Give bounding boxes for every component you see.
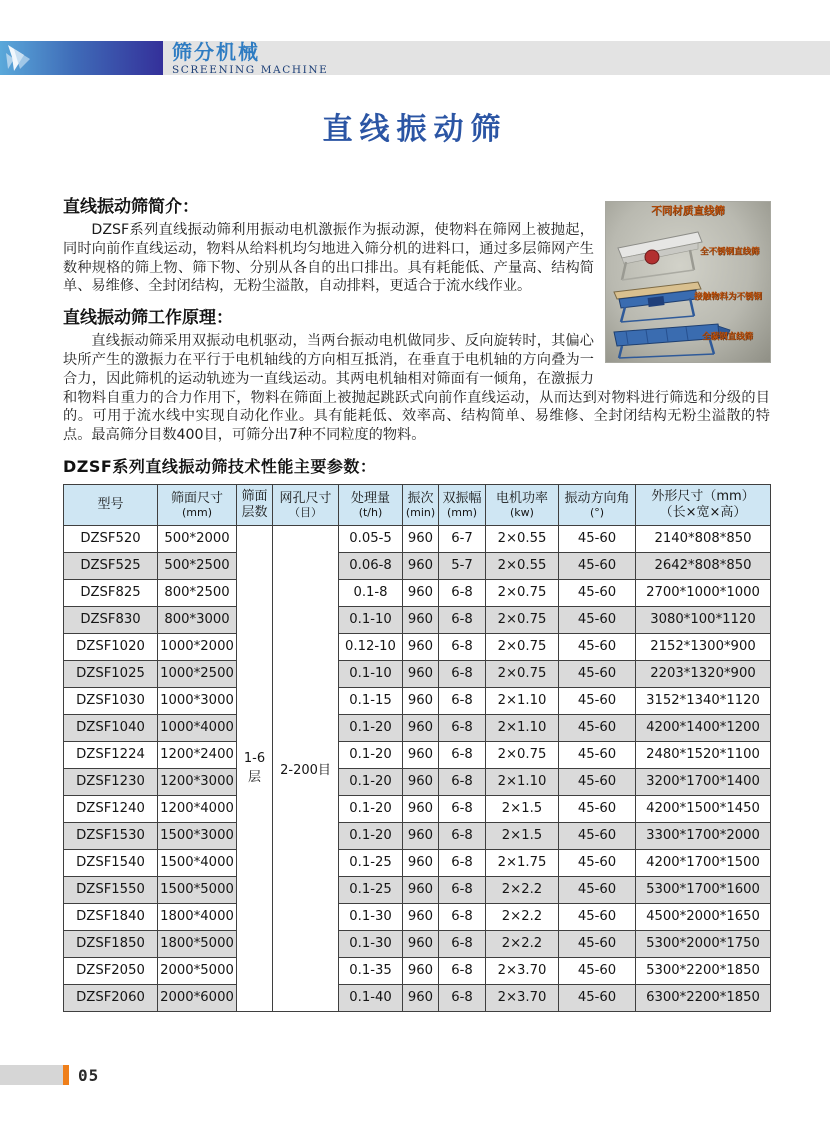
photo-caption-top: 不同材质直线筛 [651, 205, 725, 217]
table-row [64, 957, 771, 984]
table-cell: 2×0.75 [486, 579, 559, 606]
table-cell: 2×2.2 [486, 876, 559, 903]
table-cell: 960 [403, 957, 439, 984]
spec-table-header-row [64, 484, 771, 525]
table-cell: 6-8 [439, 606, 486, 633]
merged-cell-mesh: 2-200目 [273, 525, 339, 1011]
table-cell: 45-60 [559, 552, 636, 579]
table-cell: 1800*4000 [158, 903, 237, 930]
photo-caption-stainless: 全不锈钢直线筛 [700, 247, 760, 257]
table-row [64, 579, 771, 606]
table-cell: 45-60 [559, 741, 636, 768]
table-cell: 0.1-35 [339, 957, 403, 984]
table-cell: 960 [403, 795, 439, 822]
table-cell: DZSF1550 [64, 876, 158, 903]
merged-cell-layers: 1-6层 [237, 525, 273, 1011]
table-cell: 45-60 [559, 525, 636, 552]
table-cell: 0.1-10 [339, 660, 403, 687]
table-row [64, 660, 771, 687]
table-cell: 0.1-25 [339, 849, 403, 876]
table-cell: 3300*1700*2000 [636, 822, 771, 849]
table-cell: 0.1-20 [339, 822, 403, 849]
table-cell: 6-8 [439, 714, 486, 741]
spec-table-head [64, 484, 771, 525]
footer-gray-bar [0, 1065, 63, 1085]
table-cell: 2×1.5 [486, 795, 559, 822]
table-cell: 2700*1000*1000 [636, 579, 771, 606]
table-row [64, 633, 771, 660]
photo-caption-contact: 接触物料为不锈钢 [694, 292, 763, 302]
table-cell: 2642*808*850 [636, 552, 771, 579]
table-cell: 4200*1500*1450 [636, 795, 771, 822]
table-cell: 2×1.10 [486, 768, 559, 795]
table-cell: 45-60 [559, 876, 636, 903]
table-row [64, 741, 771, 768]
table-cell: 960 [403, 579, 439, 606]
table-row [64, 606, 771, 633]
intro-paragraph: DZSF系列直线振动筛利用振动电机激振作为振动源，使物料在筛网上被抛起，同时向前作直线运动，物料从给料机均匀地进入筛分机的进料口，通过多层筛网产生数种规格的筛上物、筛下物、分别从各自的出口排出。具有耗能低、产量高、结构简单、易维修、全封闭结构，无粉尘溢散，自动排料，更适合于流水线作业。 [63, 222, 594, 295]
table-cell: 960 [403, 876, 439, 903]
table-cell: 1500*3000 [158, 822, 237, 849]
table-cell: 3200*1700*1400 [636, 768, 771, 795]
column-header: 处理量 (t/h) [339, 484, 403, 525]
table-cell: 6-8 [439, 579, 486, 606]
table-row [64, 768, 771, 795]
table-cell: 1200*4000 [158, 795, 237, 822]
table-cell: DZSF525 [64, 552, 158, 579]
table-row [64, 849, 771, 876]
table-cell: DZSF830 [64, 606, 158, 633]
table-cell: 0.05-5 [339, 525, 403, 552]
table-cell: 1000*2500 [158, 660, 237, 687]
table-cell: 0.1-10 [339, 606, 403, 633]
table-cell: 2×0.75 [486, 660, 559, 687]
table-cell: 500*2500 [158, 552, 237, 579]
table-cell: 45-60 [559, 822, 636, 849]
table-cell: 6-8 [439, 930, 486, 957]
table-cell: DZSF1230 [64, 768, 158, 795]
table-cell: 0.1-30 [339, 903, 403, 930]
table-cell: 500*2000 [158, 525, 237, 552]
table-cell: 960 [403, 660, 439, 687]
page-title: 直线振动筛 [322, 112, 508, 147]
column-header: 双振幅 (mm) [439, 484, 486, 525]
table-cell: 0.1-20 [339, 795, 403, 822]
table-cell: DZSF1224 [64, 741, 158, 768]
table-cell: DZSF2050 [64, 957, 158, 984]
table-cell: 5300*1700*1600 [636, 876, 771, 903]
table-cell: 0.1-40 [339, 984, 403, 1011]
table-cell: 0.1-15 [339, 687, 403, 714]
table-cell: DZSF1530 [64, 822, 158, 849]
table-cell: 0.12-10 [339, 633, 403, 660]
table-cell: 5300*2200*1850 [636, 957, 771, 984]
table-row [64, 903, 771, 930]
table-row [64, 795, 771, 822]
table-row [64, 687, 771, 714]
table-cell: 2480*1520*1100 [636, 741, 771, 768]
table-cell: 2×0.75 [486, 633, 559, 660]
table-cell: DZSF825 [64, 579, 158, 606]
table-cell: 6-8 [439, 876, 486, 903]
table-cell: 6-8 [439, 633, 486, 660]
table-row [64, 876, 771, 903]
table-cell: 1500*5000 [158, 876, 237, 903]
photo-caption-carbon: 全碳钢直线筛 [702, 332, 754, 342]
table-cell: 1000*2000 [158, 633, 237, 660]
header-band [0, 41, 830, 75]
table-cell: 45-60 [559, 849, 636, 876]
brand-logo-icon [4, 43, 44, 73]
table-cell: 2×1.75 [486, 849, 559, 876]
table-cell: 2×0.75 [486, 741, 559, 768]
table-cell: 5300*2000*1750 [636, 930, 771, 957]
table-cell: 3152*1340*1120 [636, 687, 771, 714]
spec-table-heading: DZSF系列直线振动筛技术性能主要参数： [63, 456, 377, 476]
table-cell: DZSF2060 [64, 984, 158, 1011]
table-cell: 960 [403, 849, 439, 876]
table-cell: DZSF1030 [64, 687, 158, 714]
table-cell: 6-8 [439, 768, 486, 795]
column-header: 振次 (min) [403, 484, 439, 525]
table-cell: 2×2.2 [486, 903, 559, 930]
main-content [63, 192, 770, 1012]
table-cell: DZSF1040 [64, 714, 158, 741]
table-cell: 6-7 [439, 525, 486, 552]
table-cell: 2×3.70 [486, 957, 559, 984]
table-cell: 45-60 [559, 714, 636, 741]
brand-block [172, 42, 328, 76]
footer-orange-marker [63, 1065, 69, 1085]
table-cell: 45-60 [559, 687, 636, 714]
table-cell: DZSF1025 [64, 660, 158, 687]
table-cell: 0.1-8 [339, 579, 403, 606]
table-cell: 800*2500 [158, 579, 237, 606]
table-cell: 2152*1300*900 [636, 633, 771, 660]
table-cell: DZSF1850 [64, 930, 158, 957]
table-cell: 6-8 [439, 741, 486, 768]
brand-gradient-bar [0, 41, 163, 75]
table-cell: 45-60 [559, 903, 636, 930]
table-cell: 960 [403, 903, 439, 930]
principle-heading: 直线振动筛工作原理： [63, 308, 233, 329]
table-row [64, 525, 771, 552]
column-header: 电机功率 (kw) [486, 484, 559, 525]
column-header: 筛面尺寸 (mm) [158, 484, 237, 525]
table-cell: 960 [403, 606, 439, 633]
table-cell: 2000*5000 [158, 957, 237, 984]
table-cell: 6-8 [439, 984, 486, 1011]
column-header: 型号 [64, 484, 158, 525]
table-cell: DZSF1540 [64, 849, 158, 876]
table-cell: DZSF1020 [64, 633, 158, 660]
table-cell: 1800*5000 [158, 930, 237, 957]
column-header: 外形尺寸（mm） （长×宽×高） [636, 484, 771, 525]
table-cell: 4500*2000*1650 [636, 903, 771, 930]
table-cell: 960 [403, 768, 439, 795]
table-row [64, 930, 771, 957]
table-cell: 6-8 [439, 660, 486, 687]
table-cell: 45-60 [559, 795, 636, 822]
table-row [64, 822, 771, 849]
table-cell: 1500*4000 [158, 849, 237, 876]
table-cell: 960 [403, 822, 439, 849]
table-cell: 960 [403, 741, 439, 768]
table-cell: 45-60 [559, 633, 636, 660]
page-number: 05 [78, 1066, 100, 1085]
table-row [64, 552, 771, 579]
table-row [64, 984, 771, 1011]
table-cell: 1200*2400 [158, 741, 237, 768]
table-cell: 6-8 [439, 687, 486, 714]
table-cell: DZSF520 [64, 525, 158, 552]
table-cell: 2×1.5 [486, 822, 559, 849]
table-cell: 800*3000 [158, 606, 237, 633]
table-cell: 5-7 [439, 552, 486, 579]
column-header: 筛面 层数 [237, 484, 273, 525]
table-row [64, 714, 771, 741]
intro-heading: 直线振动筛简介： [63, 197, 199, 217]
table-cell: 3080*100*1120 [636, 606, 771, 633]
table-cell: 45-60 [559, 606, 636, 633]
table-cell: 2203*1320*900 [636, 660, 771, 687]
product-photo [606, 202, 770, 362]
table-cell: 960 [403, 984, 439, 1011]
table-cell: 45-60 [559, 930, 636, 957]
table-cell: 960 [403, 633, 439, 660]
table-cell: 6-8 [439, 957, 486, 984]
table-cell: 45-60 [559, 768, 636, 795]
table-cell: 0.1-25 [339, 876, 403, 903]
spec-table [63, 484, 771, 1012]
table-cell: 45-60 [559, 957, 636, 984]
table-cell: 960 [403, 525, 439, 552]
table-cell: 960 [403, 714, 439, 741]
column-header: 振动方向角 (°) [559, 484, 636, 525]
table-cell: 6300*2200*1850 [636, 984, 771, 1011]
table-cell: 6-8 [439, 822, 486, 849]
brand-name-en: SCREENING MACHINE [172, 64, 329, 76]
table-cell: 960 [403, 552, 439, 579]
column-header: 网孔尺寸 （目） [273, 484, 339, 525]
table-cell: 2×3.70 [486, 984, 559, 1011]
table-cell: DZSF1240 [64, 795, 158, 822]
principle-paragraph: 直线振动筛采用双振动电机驱动，当两台振动电机做同步、反向旋转时，其偏心块所产生的激振力在平行于电机轴线的方向相互抵消，在垂直于电机轴的方向叠为一合力，因此筛机的运动轨迹为一直线运动。其两电机轴相对筛面有一倾角，在激振力和物料自重力的合力作用下，物料在筛面上被抛起跳跃式向前作直线运动，从而达到对物料进行筛选和分级的目的。可用于流水线中实现自动化作业。具有能耗低、效率高、结构简单、易维修、全封闭结构无粉尘溢散的特点。最高筛分目数400目，可筛分出7种不同粒度的物料。 [63, 333, 770, 444]
table-cell: 6-8 [439, 795, 486, 822]
table-cell: 2140*808*850 [636, 525, 771, 552]
table-cell: 2×1.10 [486, 687, 559, 714]
table-cell: 0.1-20 [339, 714, 403, 741]
table-cell: 4200*1700*1500 [636, 849, 771, 876]
table-cell: 1200*3000 [158, 768, 237, 795]
table-cell: 0.1-20 [339, 741, 403, 768]
table-cell: 960 [403, 930, 439, 957]
table-cell: 2×0.75 [486, 606, 559, 633]
table-cell: 1000*3000 [158, 687, 237, 714]
table-cell: 0.06-8 [339, 552, 403, 579]
table-cell: 2000*6000 [158, 984, 237, 1011]
table-cell: 6-8 [439, 903, 486, 930]
table-cell: DZSF1840 [64, 903, 158, 930]
table-cell: 1000*4000 [158, 714, 237, 741]
table-cell: 2×0.55 [486, 552, 559, 579]
table-cell: 2×0.55 [486, 525, 559, 552]
table-cell: 2×1.10 [486, 714, 559, 741]
table-cell: 6-8 [439, 849, 486, 876]
table-cell: 45-60 [559, 579, 636, 606]
brand-name-cn: 筛分机械 [172, 40, 260, 64]
table-cell: 4200*1400*1200 [636, 714, 771, 741]
spec-table-body [64, 525, 771, 1011]
table-cell: 45-60 [559, 984, 636, 1011]
table-cell: 960 [403, 687, 439, 714]
table-cell: 0.1-20 [339, 768, 403, 795]
table-cell: 45-60 [559, 660, 636, 687]
table-cell: 2×2.2 [486, 930, 559, 957]
table-cell: 0.1-30 [339, 930, 403, 957]
